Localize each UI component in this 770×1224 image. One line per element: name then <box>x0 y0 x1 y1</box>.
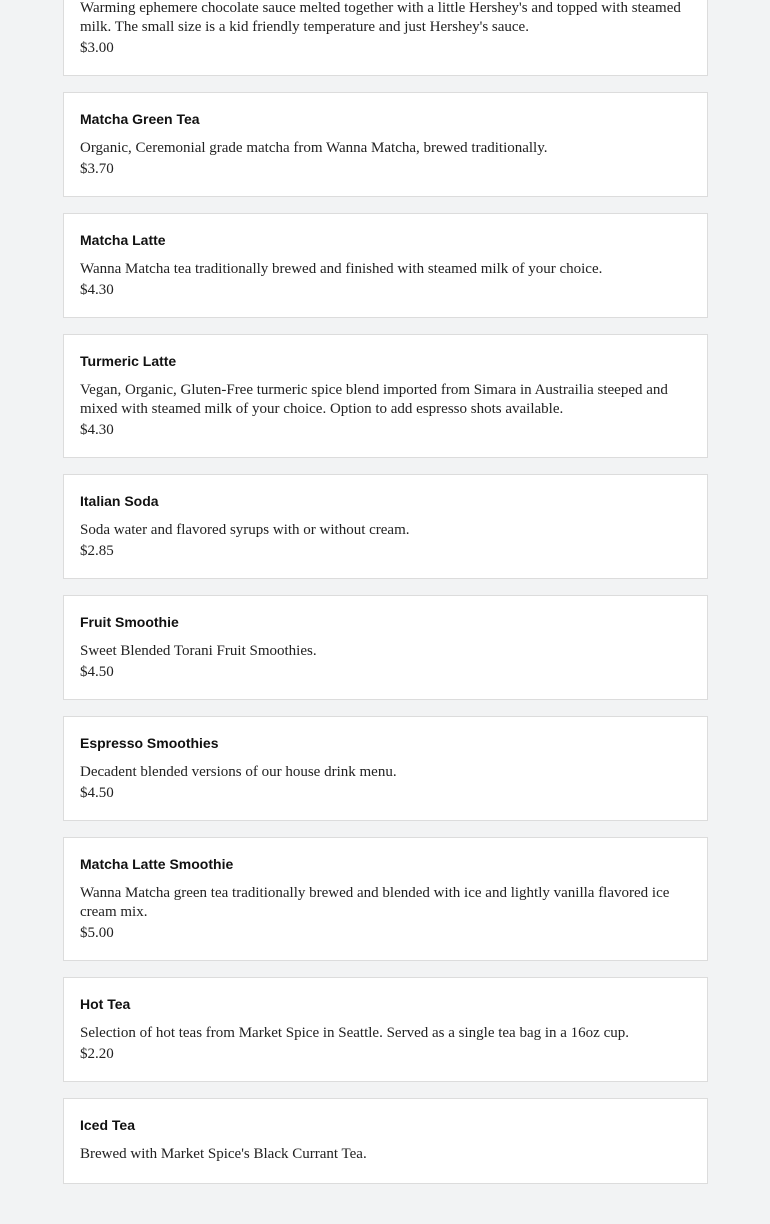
menu-item-description: Wanna Matcha green tea traditionally brewed and blended with ice and lightly vanilla flavored ice cream mix. <box>80 885 670 920</box>
menu-item-name: Hot Tea <box>80 996 131 1012</box>
menu-item-description: Organic, Ceremonial grade matcha from Wanna Matcha, brewed traditionally. <box>80 140 548 156</box>
menu-item-name: Matcha Latte <box>80 232 166 248</box>
menu-item-price: $4.30 <box>80 282 114 298</box>
menu-item-name: Matcha Latte Smoothie <box>80 856 234 872</box>
menu-item-price: $2.20 <box>80 1046 114 1062</box>
menu-item-description: Brewed with Market Spice's Black Currant Tea. <box>80 1146 367 1162</box>
menu-item-card[interactable] <box>63 595 708 700</box>
menu-item-card[interactable] <box>63 213 708 318</box>
menu-item-card[interactable] <box>63 334 708 458</box>
menu-item-name: Fruit Smoothie <box>80 614 179 630</box>
menu-item-card[interactable] <box>63 92 708 197</box>
menu-item-description: Wanna Matcha tea traditionally brewed and finished with steamed milk of your choice. <box>80 261 603 277</box>
menu-item-card[interactable] <box>63 716 708 821</box>
menu-item-description: Selection of hot teas from Market Spice in Seattle. Served as a single tea bag in a 16oz cup. <box>80 1025 630 1041</box>
menu-item-name: Iced Tea <box>80 1117 135 1133</box>
menu-item-card[interactable] <box>63 474 708 579</box>
menu-item-description: Sweet Blended Torani Fruit Smoothies. <box>80 643 317 659</box>
menu-item-description: Warming ephemere chocolate sauce melted together with a little Hershey's and topped with steamed milk. The small size is a kid friendly temperature and just Hershey's sauce. <box>80 0 681 35</box>
menu-item-price: $4.50 <box>80 785 114 801</box>
menu-item-card[interactable] <box>63 837 708 961</box>
menu-item-card[interactable] <box>63 977 708 1082</box>
menu-item-price: $4.30 <box>80 422 114 438</box>
menu-item-price: $3.00 <box>80 40 114 56</box>
menu-item-card[interactable] <box>63 0 708 76</box>
menu-item-description: Decadent blended versions of our house drink menu. <box>80 764 397 780</box>
menu-item-price: $2.85 <box>80 543 114 559</box>
menu-item-list <box>63 0 708 1200</box>
menu-item-name: Turmeric Latte <box>80 353 177 369</box>
menu-item-price: $4.50 <box>80 664 114 680</box>
menu-item-price: $5.00 <box>80 925 114 941</box>
menu-item-description: Soda water and flavored syrups with or without cream. <box>80 522 410 538</box>
menu-item-card[interactable] <box>63 1098 708 1184</box>
menu-item-description: Vegan, Organic, Gluten-Free turmeric spice blend imported from Simara in Austrailia steeped and mixed with steamed milk of your choice. Option to add espresso shots available. <box>80 382 668 417</box>
menu-item-name: Matcha Green Tea <box>80 111 200 127</box>
menu-item-price: $3.70 <box>80 161 114 177</box>
menu-item-name: Italian Soda <box>80 493 159 509</box>
menu-item-name: Espresso Smoothies <box>80 735 219 751</box>
